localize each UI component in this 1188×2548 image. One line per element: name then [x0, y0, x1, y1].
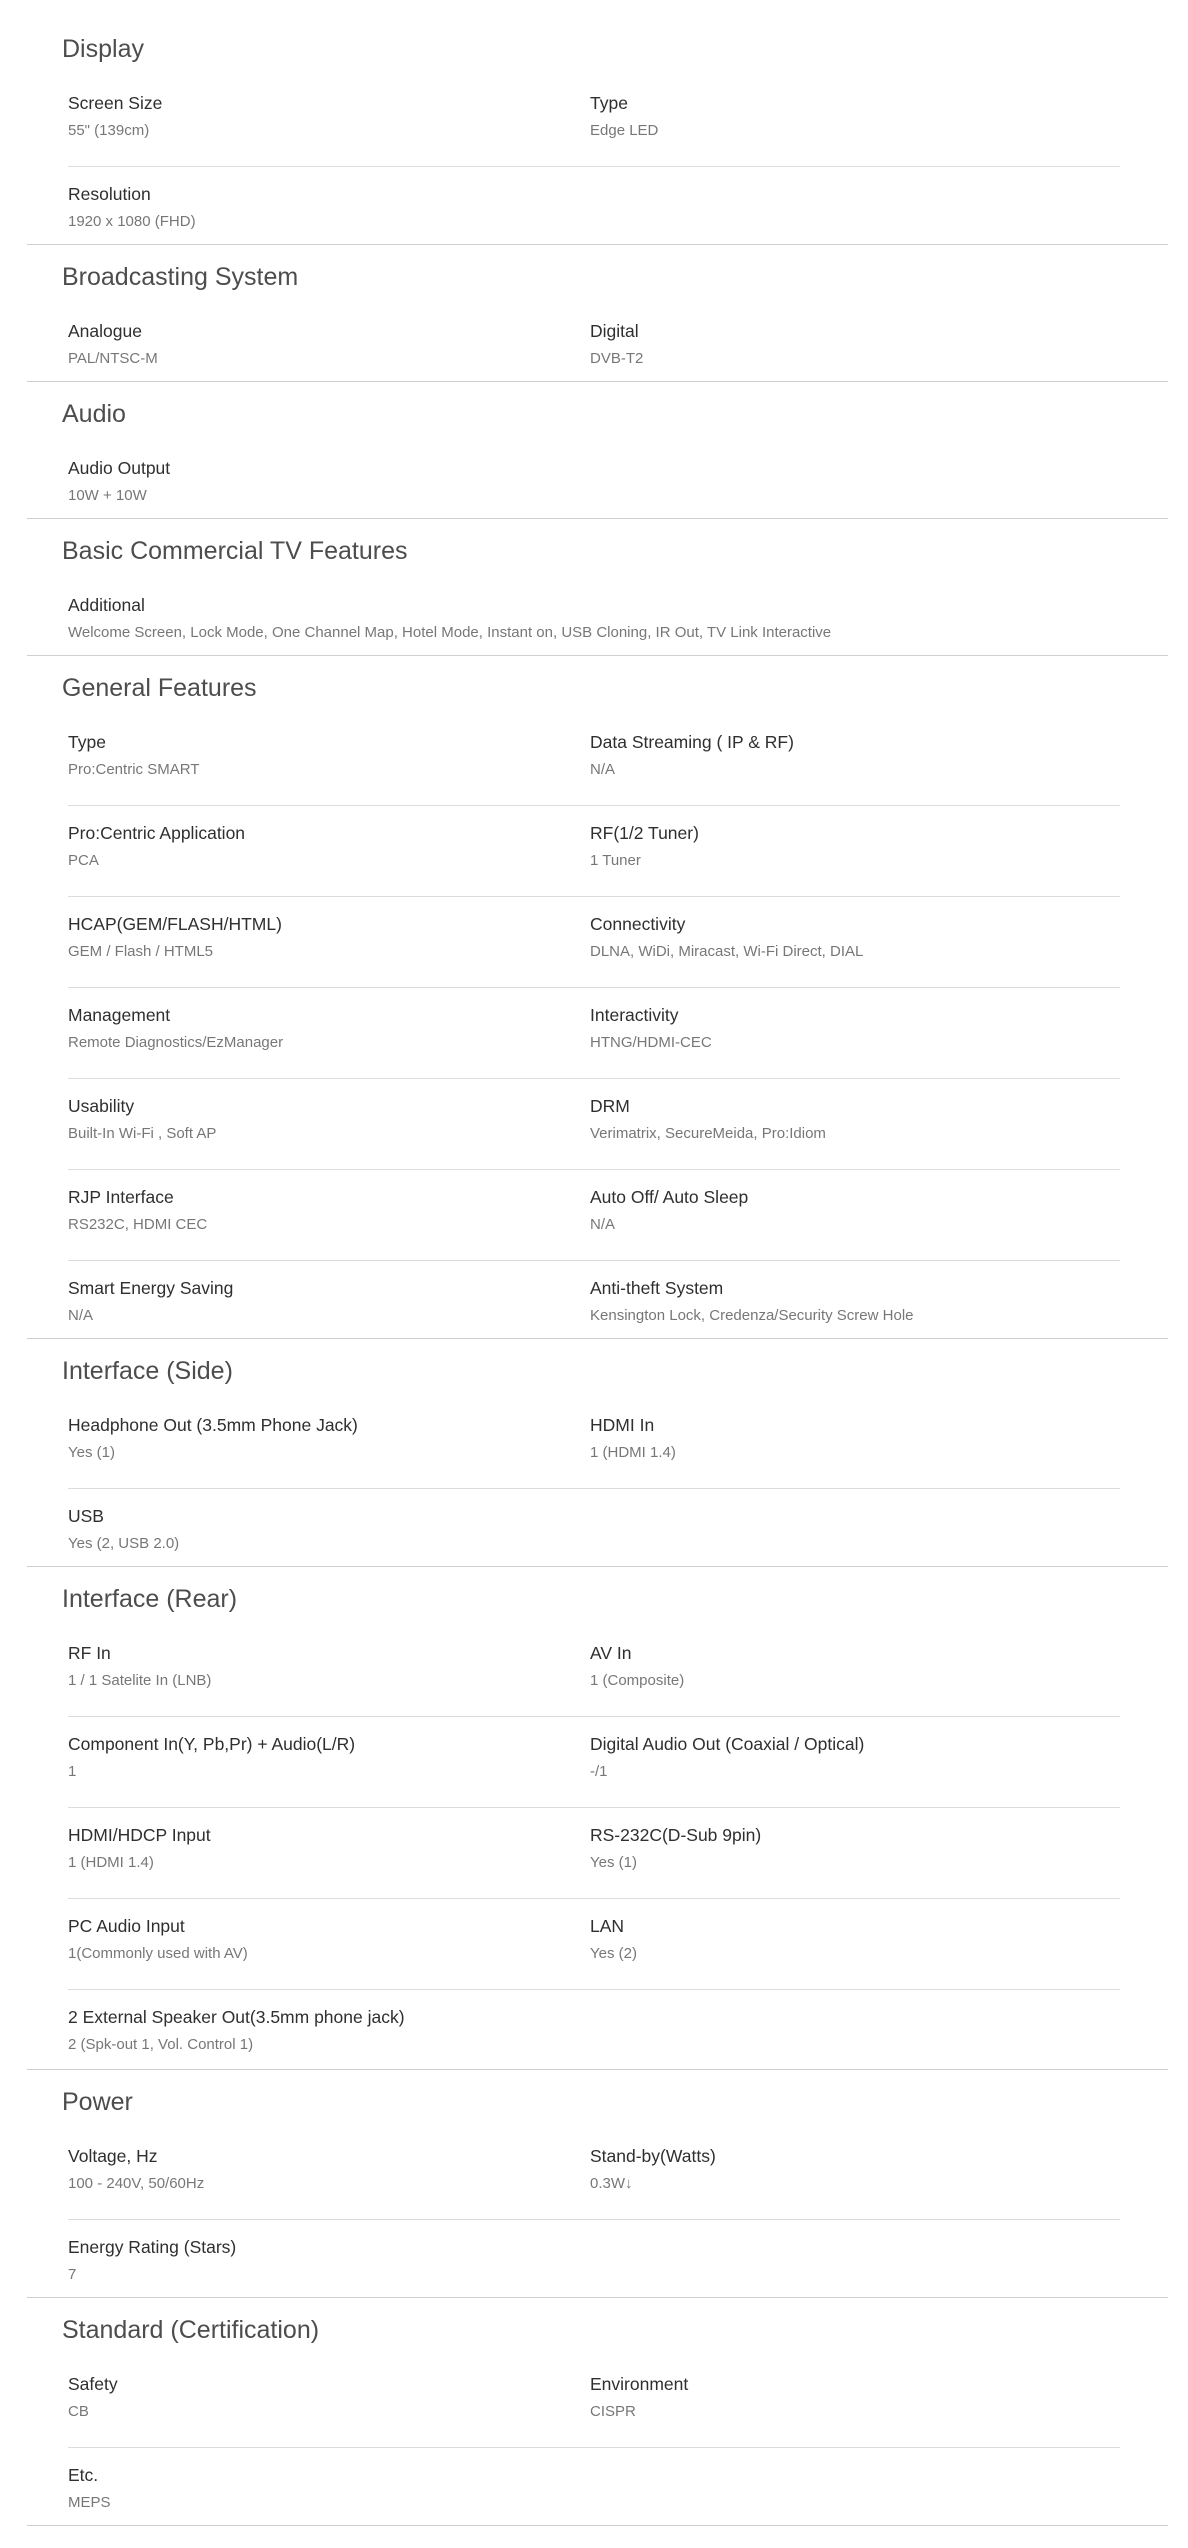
spec-value: CISPR [590, 2403, 636, 2420]
spec-item [68, 2464, 568, 2513]
section-title: Interface (Side) [62, 1357, 233, 1385]
spec-label: Environment [590, 2374, 689, 2394]
spec-value: HTNG/HDMI-CEC [590, 1034, 712, 1051]
spec-value: Edge LED [590, 122, 659, 139]
spec-item [590, 1915, 1090, 1964]
spec-label: Connectivity [590, 914, 686, 934]
spec-label: RS-232C(D-Sub 9pin) [590, 1825, 762, 1845]
spec-item [590, 1095, 1090, 1144]
spec-item [68, 1277, 568, 1326]
spec-value: Yes (2) [590, 1945, 637, 1962]
spec-value: RS232C, HDMI CEC [68, 1216, 208, 1233]
spec-label: Type [590, 93, 628, 113]
spec-value: Built-In Wi-Fi , Soft AP [68, 1125, 217, 1142]
spec-label: Audio Output [68, 458, 171, 478]
spec-value: 1 (Composite) [590, 1672, 685, 1689]
spec-label: USB [68, 1506, 104, 1526]
spec-item [590, 1824, 1090, 1873]
spec-label: Voltage, Hz [68, 2146, 158, 2166]
spec-label: RF In [68, 1643, 111, 1663]
spec-item [68, 92, 568, 141]
spec-value: 1 Tuner [590, 852, 641, 869]
spec-item [68, 2373, 568, 2422]
spec-label: PC Audio Input [68, 1916, 185, 1936]
section-divider [27, 2525, 1168, 2526]
spec-item [68, 1095, 568, 1144]
spec-item [68, 822, 568, 871]
spec-label: Anti-theft System [590, 1278, 724, 1298]
spec-value: 1920 x 1080 (FHD) [68, 213, 196, 230]
spec-value: 100 - 240V, 50/60Hz [68, 2175, 205, 2192]
spec-item [68, 1186, 568, 1235]
spec-label: Digital [590, 321, 639, 341]
spec-item [68, 1505, 568, 1554]
spec-value: Yes (2, USB 2.0) [68, 1535, 180, 1552]
spec-label: Smart Energy Saving [68, 1278, 234, 1298]
spec-value: Welcome Screen, Lock Mode, One Channel Map, Hotel Mode, Instant on, USB Cloning, IR Out, TV Link Interactive [68, 624, 832, 641]
row-divider [68, 2219, 1120, 2220]
spec-label: AV In [590, 1643, 632, 1663]
spec-value: GEM / Flash / HTML5 [68, 943, 214, 960]
spec-item [68, 731, 568, 780]
section-divider [27, 2297, 1168, 2298]
spec-label: Digital Audio Out (Coaxial / Optical) [590, 1734, 865, 1754]
section-divider [27, 1566, 1168, 1567]
spec-value: 1 [68, 1763, 77, 1780]
spec-value: -/1 [590, 1763, 608, 1780]
spec-item [590, 1642, 1090, 1691]
spec-label: Data Streaming ( IP & RF) [590, 732, 794, 752]
spec-label: Stand-by(Watts) [590, 2146, 716, 2166]
spec-item [590, 1414, 1090, 1463]
row-divider [68, 166, 1120, 167]
spec-item [590, 731, 1090, 780]
spec-item [68, 457, 568, 506]
row-divider [68, 1169, 1120, 1170]
spec-value: N/A [590, 761, 616, 778]
spec-item [590, 320, 1090, 369]
spec-item [590, 2145, 1090, 2194]
spec-value: Kensington Lock, Credenza/Security Screw Hole [590, 1307, 914, 1324]
spec-value: 1(Commonly used with AV) [68, 1945, 248, 1962]
spec-label: Energy Rating (Stars) [68, 2237, 237, 2257]
spec-item [68, 1642, 568, 1691]
spec-value: Yes (1) [68, 1444, 115, 1461]
spec-item [590, 822, 1090, 871]
section-title: Power [62, 2088, 133, 2116]
spec-label: Auto Off/ Auto Sleep [590, 1187, 749, 1207]
spec-value: DLNA, WiDi, Miracast, Wi-Fi Direct, DIAL [590, 943, 864, 960]
row-divider [68, 1716, 1120, 1717]
spec-item [68, 2236, 568, 2285]
row-divider [68, 1807, 1120, 1808]
spec-label: Additional [68, 595, 145, 615]
section-title: Audio [62, 400, 126, 428]
spec-item [68, 1414, 568, 1463]
spec-label: Usability [68, 1096, 135, 1116]
spec-value: N/A [68, 1307, 94, 1324]
spec-label: DRM [590, 1096, 630, 1116]
spec-item [68, 594, 832, 643]
spec-label: HDMI/HDCP Input [68, 1825, 211, 1845]
spec-label: Component In(Y, Pb,Pr) + Audio(L/R) [68, 1734, 356, 1754]
spec-item [590, 913, 1090, 962]
spec-item [68, 2145, 568, 2194]
section-title: General Features [62, 674, 257, 702]
spec-value: 7 [68, 2266, 77, 2283]
spec-label: Etc. [68, 2465, 99, 2485]
spec-value: 2 (Spk-out 1, Vol. Control 1) [68, 2036, 254, 2053]
section-divider [27, 518, 1168, 519]
spec-item [68, 320, 568, 369]
spec-item [68, 2006, 568, 2055]
section-divider [27, 1338, 1168, 1339]
spec-value: 1 (HDMI 1.4) [68, 1854, 154, 1871]
section-title: Standard (Certification) [62, 2316, 320, 2344]
section-title: Broadcasting System [62, 263, 299, 291]
section-divider [27, 2069, 1168, 2070]
row-divider [68, 1898, 1120, 1899]
spec-value: 0.3W↓ [590, 2175, 633, 2192]
spec-value: 10W + 10W [68, 487, 147, 504]
spec-item [68, 183, 568, 232]
section-title: Basic Commercial TV Features [62, 537, 408, 565]
spec-label: Interactivity [590, 1005, 679, 1025]
spec-item [590, 92, 1090, 141]
spec-value: Remote Diagnostics/EzManager [68, 1034, 284, 1051]
row-divider [68, 805, 1120, 806]
spec-label: HDMI In [590, 1415, 655, 1435]
spec-label: Headphone Out (3.5mm Phone Jack) [68, 1415, 358, 1435]
spec-label: LAN [590, 1916, 625, 1936]
spec-label: RF(1/2 Tuner) [590, 823, 699, 843]
spec-value: Pro:Centric SMART [68, 761, 200, 778]
spec-item [68, 1733, 568, 1782]
spec-label: Resolution [68, 184, 151, 204]
spec-value: PAL/NTSC-M [68, 350, 158, 367]
spec-value: 1 (HDMI 1.4) [590, 1444, 676, 1461]
row-divider [68, 1260, 1120, 1261]
spec-item [68, 1004, 568, 1053]
spec-label: Type [68, 732, 106, 752]
spec-value: CB [68, 2403, 89, 2420]
spec-label: HCAP(GEM/FLASH/HTML) [68, 914, 282, 934]
spec-label: Screen Size [68, 93, 163, 113]
row-divider [68, 987, 1120, 988]
row-divider [68, 896, 1120, 897]
spec-value: N/A [590, 1216, 616, 1233]
section-title: Display [62, 35, 144, 63]
spec-value: Verimatrix, SecureMeida, Pro:Idiom [590, 1125, 826, 1142]
spec-value: PCA [68, 852, 99, 869]
spec-item [590, 2373, 1090, 2422]
section-divider [27, 244, 1168, 245]
section-divider [27, 655, 1168, 656]
spec-item [590, 1277, 1090, 1326]
spec-value: DVB-T2 [590, 350, 644, 367]
spec-item [590, 1733, 1090, 1782]
spec-item [68, 1915, 568, 1964]
row-divider [68, 1488, 1120, 1489]
spec-item [68, 913, 568, 962]
spec-item [590, 1186, 1090, 1235]
row-divider [68, 1989, 1120, 1990]
spec-value: MEPS [68, 2494, 111, 2511]
spec-label: Management [68, 1005, 171, 1025]
spec-label: Analogue [68, 321, 142, 341]
row-divider [68, 2447, 1120, 2448]
spec-label: Safety [68, 2374, 118, 2394]
spec-label: RJP Interface [68, 1187, 174, 1207]
row-divider [68, 1078, 1120, 1079]
spec-item [68, 1824, 568, 1873]
section-divider [27, 381, 1168, 382]
spec-value: Yes (1) [590, 1854, 637, 1871]
spec-label: 2 External Speaker Out(3.5mm phone jack) [68, 2007, 405, 2027]
spec-item [590, 1004, 1090, 1053]
spec-value: 55" (139cm) [68, 122, 150, 139]
section-title: Interface (Rear) [62, 1585, 238, 1613]
spec-value: 1 / 1 Satelite In (LNB) [68, 1672, 212, 1689]
spec-label: Pro:Centric Application [68, 823, 246, 843]
